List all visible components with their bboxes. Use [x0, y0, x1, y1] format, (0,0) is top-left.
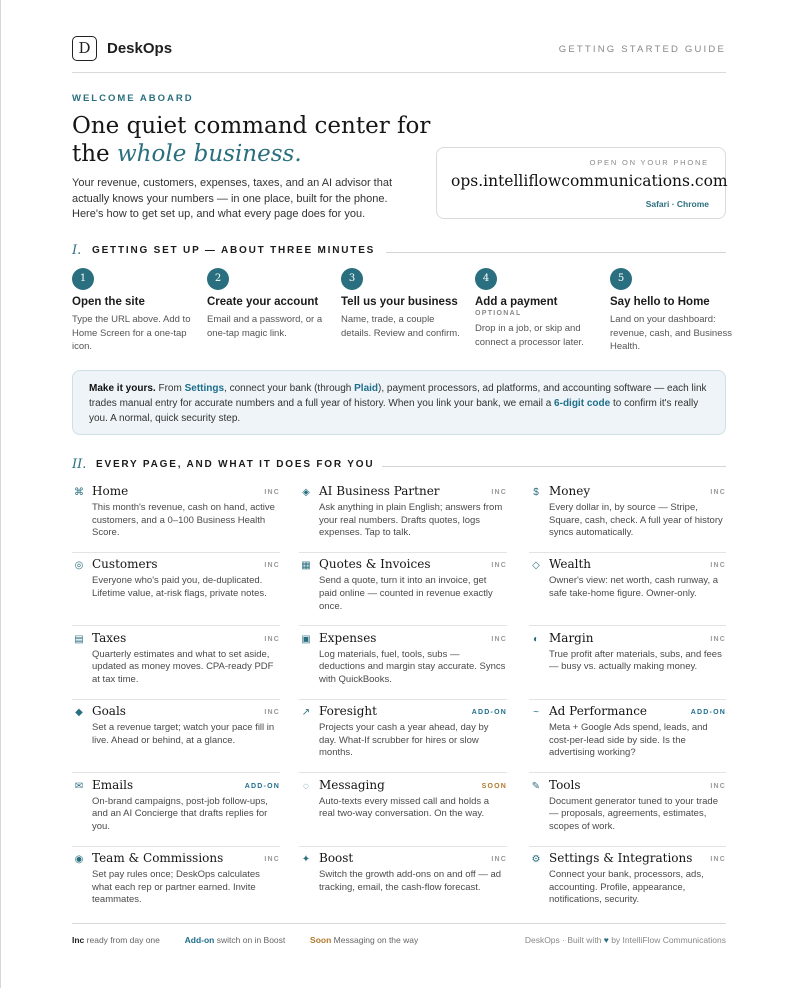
- page-description: Projects your cash a year ahead, day by day. What-If scrubber for hires or slow months.: [319, 722, 489, 759]
- step-description: Name, trade, a couple details. Review and confirm.: [341, 314, 460, 339]
- callout-text: ), payment processors, ad platforms, and accounting software — each link trades manual entry for accurate numbers and a full year of history. When you link your bank, we email a: [89, 383, 707, 409]
- page-card-expenses: [299, 627, 507, 700]
- step-description: Drop in a job, or skip and connect a processor later.: [475, 323, 584, 348]
- page-tag: ADD-ON: [244, 782, 280, 790]
- page-name: Messaging: [319, 777, 385, 792]
- step-number: 3: [341, 268, 363, 290]
- tools-icon: ✎: [531, 780, 541, 792]
- step-description: Land on your dashboard: revenue, cash, and Business Health.: [610, 314, 732, 352]
- code-highlight: 6-digit code: [554, 398, 611, 409]
- step-number: 5: [610, 268, 632, 290]
- gear-icon: ⚙: [531, 854, 541, 865]
- page-card-quotes-invoices: [299, 553, 507, 626]
- hero-lede: Your revenue, customers, expenses, taxes, and an AI advisor that actually knows your numbers — in one place, built for the phone. Here's how to get set up, and what every page does for you.: [72, 177, 393, 220]
- supported-browsers: Safari · Chrome: [645, 199, 709, 209]
- page-description: On-brand campaigns, post-job follow-ups, and an AI Concierge that drafts replies for you.: [92, 795, 268, 832]
- page-name: Foresight: [319, 704, 377, 719]
- page-name: Margin: [549, 630, 594, 645]
- page-card-tools: [529, 774, 726, 847]
- page-card-wealth: [529, 553, 726, 626]
- step-title: Open the site: [72, 296, 145, 308]
- legend-inc-text: ready from day one: [86, 935, 160, 945]
- setup-step: [341, 268, 467, 340]
- eyebrow: WELCOME ABOARD: [72, 93, 194, 104]
- legend-addon-text: switch on in Boost: [216, 935, 286, 945]
- section-number: I.: [72, 243, 82, 258]
- page-card-emails: [72, 774, 280, 847]
- page-card-boost: [299, 847, 507, 920]
- hero-title-line1: One quiet command center for: [72, 113, 431, 139]
- footer-credit: [525, 935, 726, 945]
- page-name: Wealth: [549, 557, 591, 572]
- legend-addon-key: Add-on: [184, 935, 215, 945]
- section-title: EVERY PAGE, AND WHAT IT DOES FOR YOU: [96, 459, 375, 470]
- page-tag: INC: [264, 635, 280, 643]
- page-description: Meta + Google Ads spend, leads, and cost-per-lead side by side. Is the advertising working?: [549, 722, 708, 759]
- page-description: Send a quote, turn it into an invoice, get paid online — counted in revenue exactly once.: [319, 575, 493, 612]
- legend-inc-key: Inc: [72, 935, 85, 945]
- page-card-ad-performance: [529, 700, 726, 773]
- hero-title-line2-prefix: the: [72, 141, 117, 167]
- customers-icon: ◎: [74, 560, 84, 572]
- section-rule: [382, 466, 726, 467]
- page-tag: INC: [710, 782, 726, 790]
- goals-icon: ◆: [75, 707, 83, 719]
- plaid-link[interactable]: Plaid: [354, 383, 379, 394]
- page-tag: INC: [491, 489, 507, 496]
- heart-icon: ♥: [603, 935, 609, 945]
- page-tag: INC: [264, 856, 280, 863]
- brand-name: DeskOps: [107, 40, 173, 57]
- page-name: AI Business Partner: [319, 484, 440, 498]
- boost-icon: ✦: [301, 854, 311, 865]
- page-description: Document generator tuned to your trade — proposals, agreements, estimates, scopes of work.: [549, 795, 718, 832]
- setup-step: [207, 268, 333, 340]
- step-number: 1: [72, 268, 94, 290]
- team-icon: ◉: [74, 854, 84, 865]
- page-name: Customers: [92, 557, 158, 572]
- hero-title: [72, 112, 432, 168]
- setup-step: [475, 268, 601, 349]
- step-optional-badge: OPTIONAL: [475, 310, 522, 317]
- phone-card-label: OPEN ON YOUR PHONE: [589, 158, 709, 167]
- section-number: II.: [72, 457, 87, 472]
- credit-by: by IntelliFlow Communications: [611, 935, 726, 945]
- page-tag: INC: [710, 856, 726, 863]
- diamond-icon: ◈: [302, 487, 310, 498]
- page-tag: INC: [710, 635, 726, 643]
- page-tag: INC: [491, 562, 507, 570]
- page-tag: ADD-ON: [690, 709, 726, 717]
- header: [72, 36, 726, 64]
- ad-performance-icon: ~: [533, 707, 539, 719]
- page-description: Owner's view: net worth, cash runway, a safe take-home figure. Owner-only.: [549, 575, 719, 599]
- page-name: Money: [549, 484, 591, 498]
- page-card-customers: [72, 553, 280, 626]
- page-name: Boost: [319, 851, 354, 865]
- callout-text: From: [155, 383, 185, 394]
- settings-link[interactable]: Settings: [184, 383, 225, 394]
- credit-brand: DeskOps: [524, 935, 560, 945]
- page-tag: INC: [710, 562, 726, 570]
- footer: [72, 935, 726, 949]
- page-card-settings-integrations: [529, 847, 726, 920]
- legend-soon-key: Soon: [310, 935, 332, 945]
- page-name: Ad Performance: [549, 704, 648, 719]
- page-description: This month's revenue, cash on hand, active customers, and a 0–100 Business Health Score.: [92, 502, 275, 539]
- page-name: Emails: [92, 777, 134, 792]
- make-it-yours-callout: [72, 370, 726, 435]
- guide-label: GETTING STARTED GUIDE: [558, 44, 726, 55]
- step-title: Tell us your business: [341, 296, 458, 308]
- step-title: Add a payment: [475, 296, 558, 308]
- page-tag: ADD-ON: [471, 709, 507, 717]
- step-description: Email and a password, or a one-tap magic link.: [207, 314, 323, 339]
- page-card-home: [72, 480, 280, 553]
- hero-title-emphasis: whole business.: [116, 141, 302, 167]
- page-description: Quarterly estimates and what to set aside, updated as money moves. CPA-ready PDF at tax time.: [92, 648, 274, 685]
- page-description: Auto-texts every missed call and holds a real two-way conversation. On the way.: [319, 795, 490, 820]
- page-card-goals: [72, 700, 280, 773]
- expenses-icon: ▣: [301, 633, 311, 645]
- page-description: True profit after materials, subs, and fees — busy vs. actually making money.: [549, 648, 722, 673]
- credit-separator: ·: [562, 935, 566, 945]
- page-name: Quotes & Invoices: [319, 557, 431, 572]
- page-tag: INC: [710, 489, 726, 496]
- page-description: Set a revenue target; watch your pace fill in live. Ahead or behind, at a glance.: [92, 722, 275, 746]
- taxes-icon: ▤: [74, 633, 84, 645]
- page-description: Everyone who's paid you, de-duplicated. Lifetime value, at-risk flags, private notes.: [92, 575, 267, 599]
- page-tag: INC: [264, 489, 280, 496]
- page-name: Settings & Integrations: [549, 851, 693, 865]
- page-card-money: [529, 480, 726, 553]
- quotes-icon: ▦: [301, 560, 311, 572]
- dollar-icon: $: [533, 487, 539, 498]
- page-name: Expenses: [319, 630, 377, 645]
- wealth-icon: ◇: [532, 560, 540, 572]
- page-name: Home: [92, 484, 129, 498]
- page-description: Connect your bank, processors, ads, accounting. Profile, appearance, notifications, security.: [549, 869, 704, 906]
- foresight-icon: ↗: [301, 707, 311, 719]
- page-card-margin: [529, 627, 726, 700]
- page-name: Tools: [549, 777, 581, 792]
- section-title: GETTING SET UP — ABOUT THREE MINUTES: [92, 245, 376, 256]
- page-description: Log materials, fuel, tools, subs — deductions and margin stay accurate. Syncs with QuickBooks.: [319, 648, 506, 685]
- callout-text: to confirm it's really you. A normal, quick security step.: [89, 398, 699, 424]
- callout-text: , connect your bank (through: [224, 383, 355, 394]
- page-description: Set pay rules once; DeskOps calculates what each rep or partner earned. Invite teammates.: [92, 869, 260, 906]
- step-description: Type the URL above. Add to Home Screen for a one-tap icon.: [72, 314, 191, 352]
- logo: D: [72, 36, 97, 61]
- page-tag: INC: [264, 709, 280, 717]
- page-name: Taxes: [92, 630, 127, 645]
- page-tag: INC: [491, 856, 507, 863]
- page-card-ai-business-partner: [299, 480, 507, 553]
- page-description: Every dollar in, by source — Stripe, Square, cash, check. A full year of history syncs automatically.: [549, 502, 723, 539]
- legend-soon-text: Messaging on the way: [333, 935, 419, 945]
- section-rule: [386, 252, 726, 253]
- setup-step: [610, 268, 736, 354]
- page-card-team-commissions: [72, 847, 280, 920]
- page-card-taxes: [72, 627, 280, 700]
- page-card-foresight: [299, 700, 507, 773]
- step-number: 2: [207, 268, 229, 290]
- phone-card: [436, 147, 726, 219]
- header-divider: [72, 72, 726, 73]
- page-name: Goals: [92, 704, 126, 719]
- section-pages-heading: [72, 457, 726, 473]
- margin-icon: ◐: [532, 633, 540, 645]
- messaging-icon: ◌: [303, 780, 309, 792]
- page-tag: INC: [491, 635, 507, 643]
- command-icon: ⌘: [74, 487, 84, 498]
- emails-icon: ✉: [74, 780, 84, 792]
- page-description: Switch the growth add-ons on and off — ad tracking, email, the cash-flow forecast.: [319, 869, 502, 893]
- footer-divider: [72, 923, 726, 924]
- page-description: Ask anything in plain English; answers from your real numbers. Drafts quotes, logs expenses. Tap to talk.: [319, 502, 503, 539]
- page-name: Team & Commissions: [92, 851, 224, 865]
- step-number: 4: [475, 268, 497, 290]
- section-setup-heading: [72, 243, 726, 259]
- page-card-messaging: [299, 774, 507, 847]
- site-url[interactable]: ops.intelliflowcommunications.com: [451, 172, 728, 190]
- step-title: Create your account: [207, 296, 319, 308]
- page-tag: SOON: [481, 782, 507, 790]
- page-tag: INC: [264, 562, 280, 570]
- credit-built: Built with: [567, 935, 602, 945]
- step-title: Say hello to Home: [610, 296, 710, 308]
- callout-lead: Make it yours.: [89, 383, 156, 394]
- setup-step: [72, 268, 198, 354]
